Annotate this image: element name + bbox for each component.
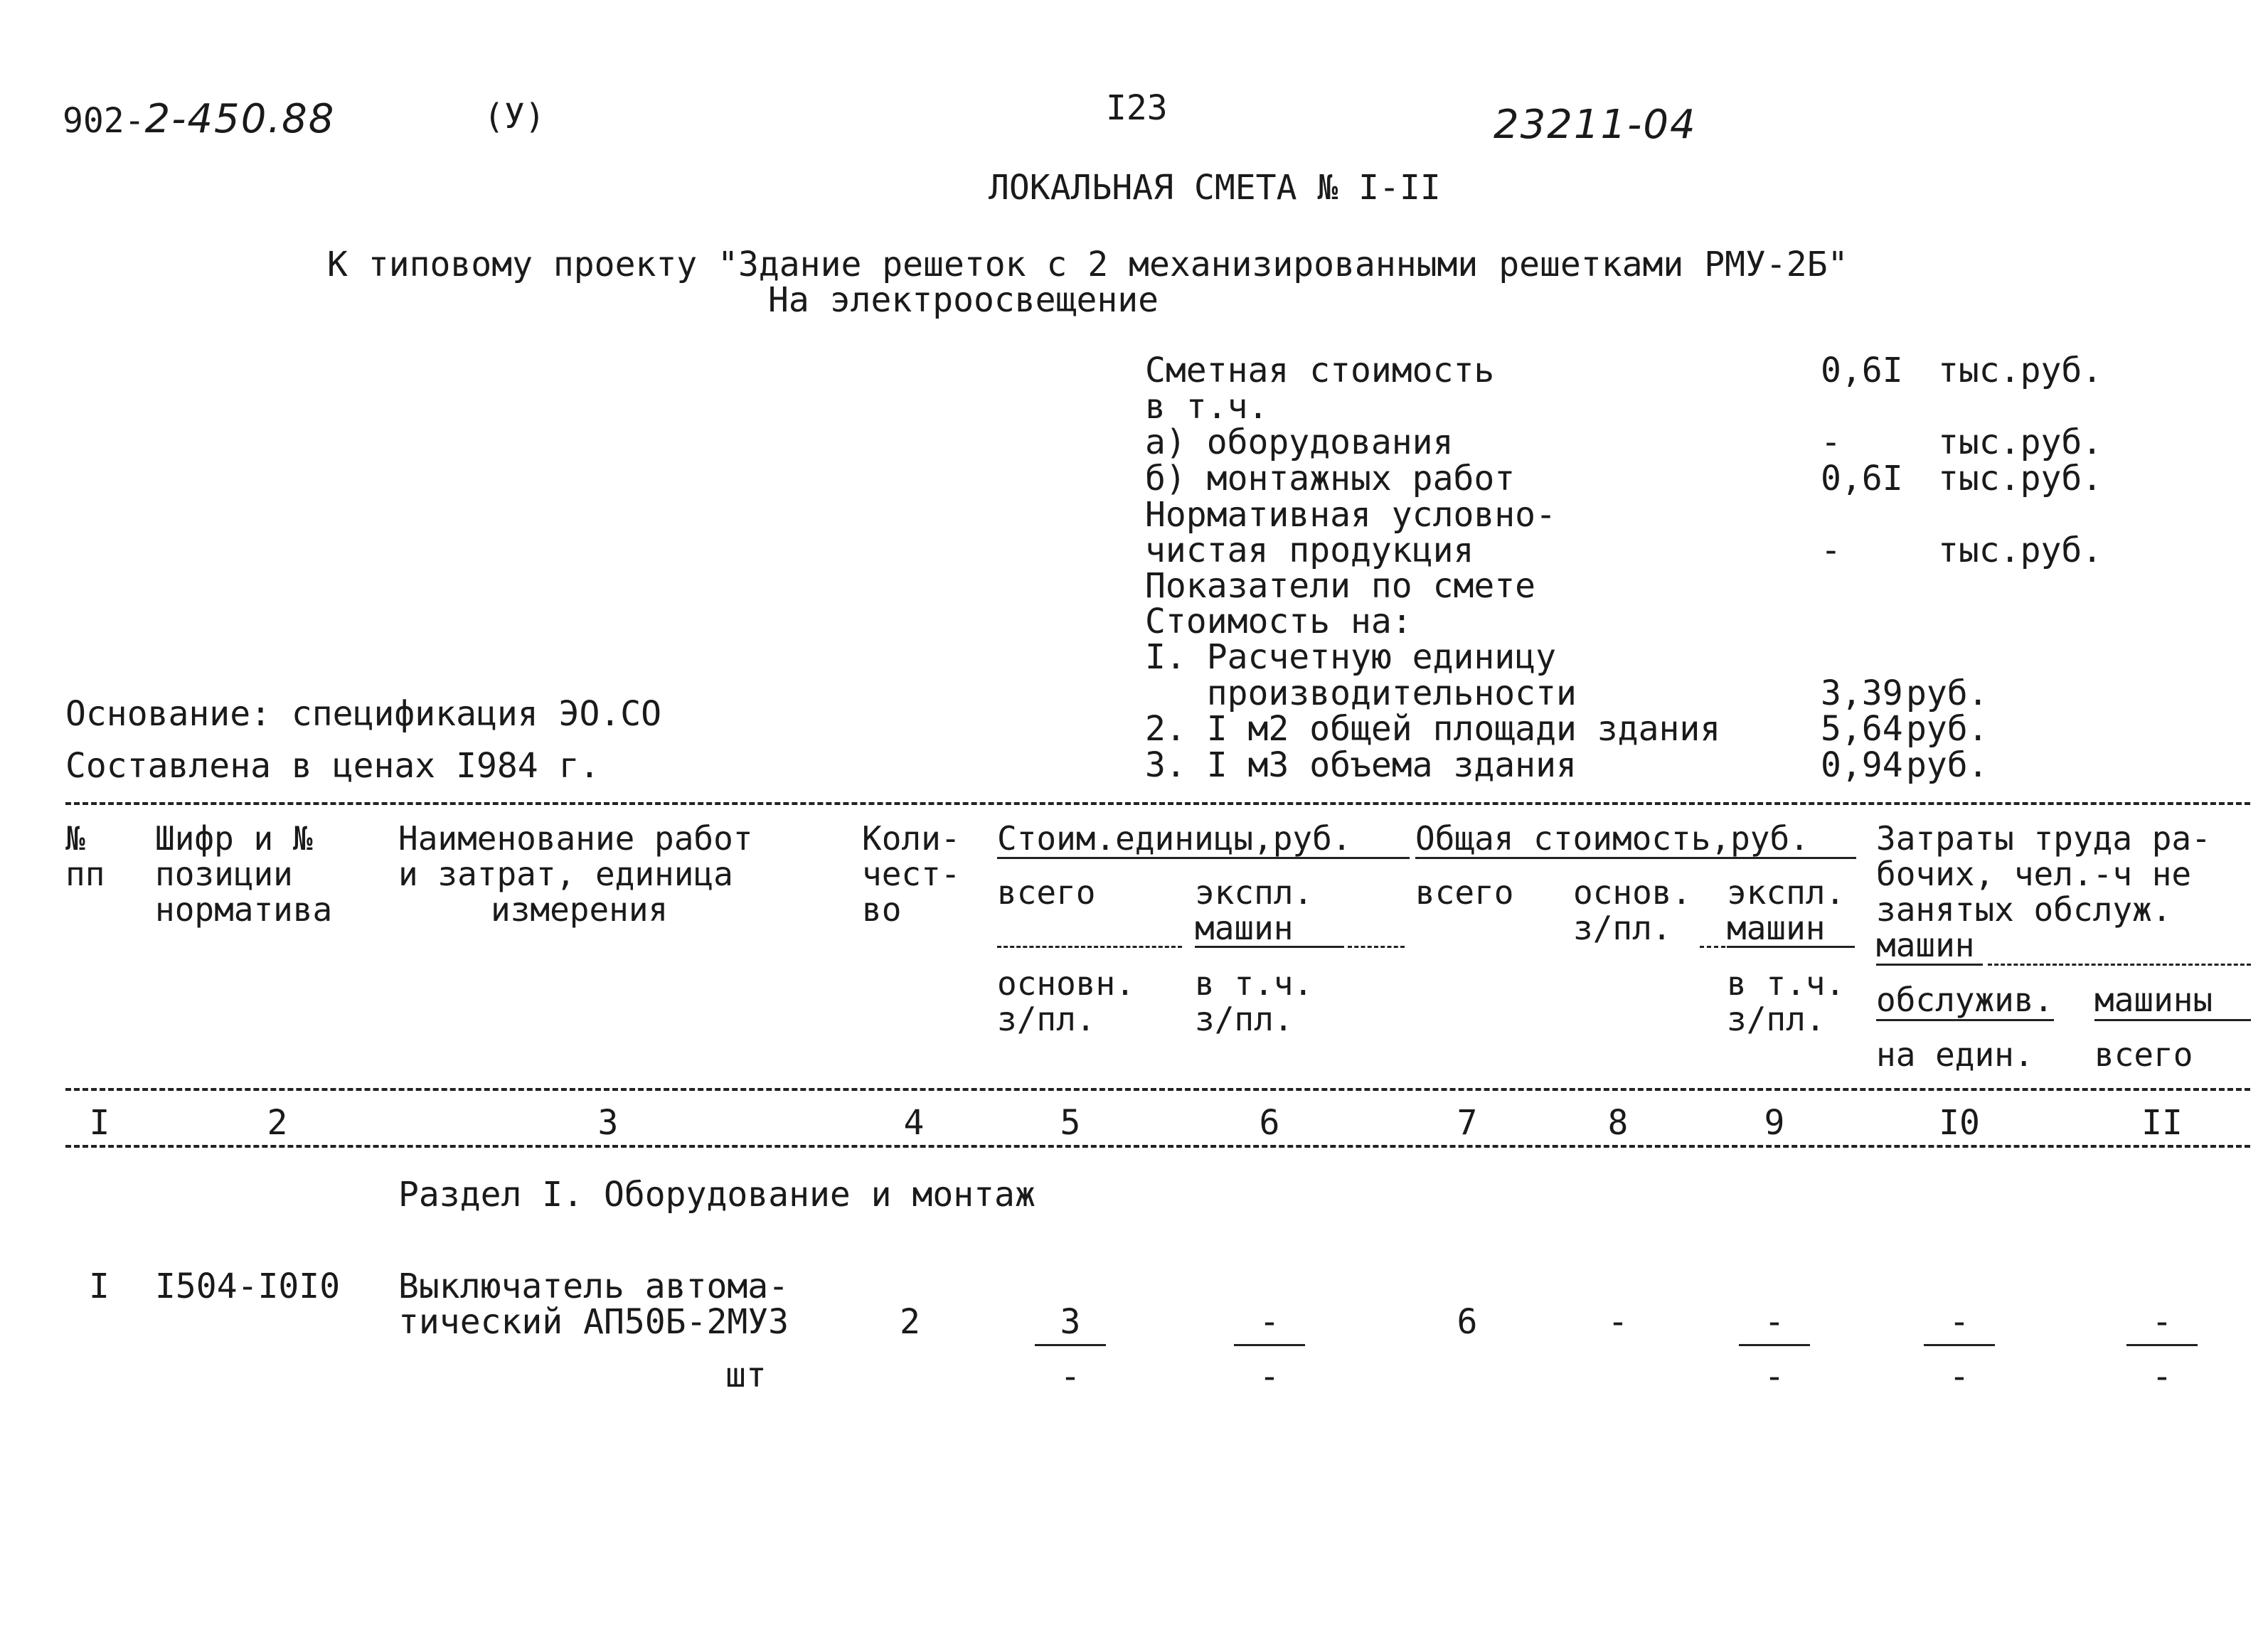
summary-value: 5,64 (1821, 709, 1903, 749)
row-subvalue: - (1949, 1357, 1970, 1397)
row-subvalue: - (1060, 1357, 1081, 1397)
column-number: 8 (1607, 1103, 1629, 1143)
summary-value: 3,39 (1821, 673, 1903, 713)
summary-label: производительности (1145, 673, 1577, 713)
subtitle-project: К типовому проекту "Здание решеток с 2 механизированными решетками РМУ-2Б" (327, 245, 1848, 284)
row-name: тический АП50Б-2МУЗ (398, 1302, 789, 1342)
row-value-underline (2126, 1344, 2198, 1346)
header-mach: машины (2094, 981, 2213, 1019)
header-unit-incl: з/пл. (1195, 1000, 1294, 1038)
summary-label: в т.ч. (1145, 387, 1269, 427)
header-unit-incl: в т.ч. (1195, 964, 1314, 1003)
header-labor: бочих, чел.-ч не (1876, 855, 2192, 893)
dash-labor (1988, 964, 2251, 966)
summary-label: Сметная стоимость (1145, 351, 1495, 390)
row-value: 6 (1457, 1302, 1478, 1342)
dash-unit-expl (1348, 946, 1405, 948)
underline-total-expl (1727, 946, 1855, 948)
page-number: I23 (1106, 88, 1168, 128)
header-total-basic: з/пл. (1573, 909, 1672, 947)
underline-total-cost (1415, 857, 1856, 859)
header-code: норматива (155, 890, 333, 929)
summary-value: - (1821, 530, 1841, 570)
summary-label: 2. I м2 общей площади здания (1145, 709, 1721, 749)
column-number: I (89, 1103, 110, 1143)
row-value: - (2151, 1302, 2173, 1342)
header-unit-basic: основн. (997, 964, 1135, 1003)
summary-value: 0,94 (1821, 745, 1903, 785)
column-number: II (2141, 1103, 2183, 1143)
doc-stamp: 23211-04 (1494, 102, 1697, 148)
header-code: Шифр и № (155, 819, 313, 858)
row-value: - (1949, 1302, 1970, 1342)
underline-serv (1876, 1019, 2054, 1021)
summary-unit: руб. (1906, 709, 1989, 749)
header-unit-expl: экспл. (1195, 873, 1314, 912)
row-value: - (1764, 1302, 1785, 1342)
header-labor: занятых обслуж. (1876, 890, 2172, 929)
header-qty: чест- (862, 855, 961, 893)
header-name: и затрат, единица (398, 855, 733, 893)
row-no: I (89, 1267, 110, 1306)
row-value-underline (1739, 1344, 1810, 1346)
page-title: ЛОКАЛЬНАЯ СМЕТА № I-II (989, 168, 1441, 208)
header-total-expl: экспл. (1727, 873, 1846, 912)
header-total-incl: в т.ч. (1727, 964, 1846, 1003)
header-no: № (65, 819, 85, 858)
summary-unit: тыс.руб. (1938, 530, 2103, 570)
header-total-basic: основ. (1573, 873, 1692, 912)
underline-mach (2094, 1019, 2251, 1021)
header-unit-cost: Стоим.единицы,руб. (997, 819, 1352, 858)
summary-label: Нормативная условно- (1145, 495, 1556, 535)
summary-label: Показатели по смете (1145, 566, 1536, 606)
row-subvalue: - (1764, 1357, 1785, 1397)
summary-unit: тыс.руб. (1938, 422, 2103, 462)
summary-label: чистая продукция (1145, 530, 1474, 570)
header-qty: во (862, 890, 902, 929)
column-number: 4 (903, 1103, 925, 1143)
subtitle-section: На электроосвещение (768, 280, 1159, 320)
header-unit-total: всего (997, 873, 1096, 912)
table-top-rule (65, 802, 2250, 805)
doc-code: 902-2-450.88 (63, 96, 336, 142)
summary-unit: тыс.руб. (1938, 459, 2103, 498)
summary-value: 0,6I (1821, 351, 1903, 390)
column-number: 5 (1060, 1103, 1081, 1143)
header-total-expl: машин (1727, 909, 1826, 947)
column-number: 9 (1764, 1103, 1785, 1143)
header-total-cost: Общая стоимость,руб. (1415, 819, 1809, 858)
dash-total-expl (1700, 946, 1725, 948)
header-name: измерения (491, 890, 669, 929)
header-labor: машин (1876, 926, 1975, 964)
summary-label: I. Расчетную единицу (1145, 637, 1556, 677)
summary-label: 3. I м3 объема здания (1145, 745, 1577, 785)
header-name: Наименование работ (398, 819, 753, 858)
header-per-unit: на един. (1876, 1035, 2034, 1074)
column-number: 7 (1457, 1103, 1478, 1143)
col-numbers-rule (65, 1145, 2250, 1148)
header-serv: обслужив. (1876, 981, 2054, 1019)
header-no: пп (65, 855, 105, 893)
row-value: - (1607, 1302, 1629, 1342)
row-value-underline (1234, 1344, 1305, 1346)
row-value-underline (1924, 1344, 1995, 1346)
underline-unit-expl (1195, 946, 1344, 948)
section-title: Раздел I. Оборудование и монтаж (398, 1175, 1035, 1215)
summary-unit: руб. (1906, 745, 1989, 785)
header-total-total: всего (1415, 873, 1514, 912)
basis-text: Основание: спецификация ЭО.СО (65, 694, 662, 734)
summary-label: Стоимость на: (1145, 602, 1412, 641)
column-number: I0 (1939, 1103, 1980, 1143)
row-unit: шт (725, 1355, 767, 1395)
header-all: всего (2094, 1035, 2193, 1074)
summary-unit: тыс.руб. (1938, 351, 2103, 390)
header-qty: Коли- (862, 819, 961, 858)
row-value: 3 (1060, 1302, 1081, 1342)
header-code: позиции (155, 855, 293, 893)
row-qty: 2 (900, 1302, 920, 1342)
underline-labor (1876, 964, 1983, 966)
column-number: 3 (597, 1103, 619, 1143)
row-subvalue: - (1259, 1357, 1280, 1397)
header-unit-basic: з/пл. (997, 1000, 1096, 1038)
summary-label: а) оборудования (1145, 422, 1454, 462)
column-number: 6 (1259, 1103, 1280, 1143)
row-value-underline (1035, 1344, 1106, 1346)
summary-value: 0,6I (1821, 459, 1903, 498)
row-subvalue: - (2151, 1357, 2173, 1397)
header-unit-expl: машин (1195, 909, 1294, 947)
prices-text: Составлена в ценах I984 г. (65, 746, 600, 786)
summary-unit: руб. (1906, 673, 1989, 713)
doc-mark: (У) (484, 97, 545, 137)
header-total-incl: з/пл. (1727, 1000, 1826, 1038)
summary-value: - (1821, 422, 1841, 462)
row-value: - (1259, 1302, 1280, 1342)
row-name: Выключатель автома- (398, 1267, 789, 1306)
underline-unit-cost (997, 857, 1410, 859)
header-labor: Затраты труда ра- (1876, 819, 2211, 858)
row-code: I504-I0I0 (155, 1267, 341, 1306)
dash-unit-total (997, 946, 1182, 948)
summary-label: б) монтажных работ (1145, 459, 1516, 498)
header-rule (65, 1088, 2250, 1091)
column-number: 2 (267, 1103, 288, 1143)
